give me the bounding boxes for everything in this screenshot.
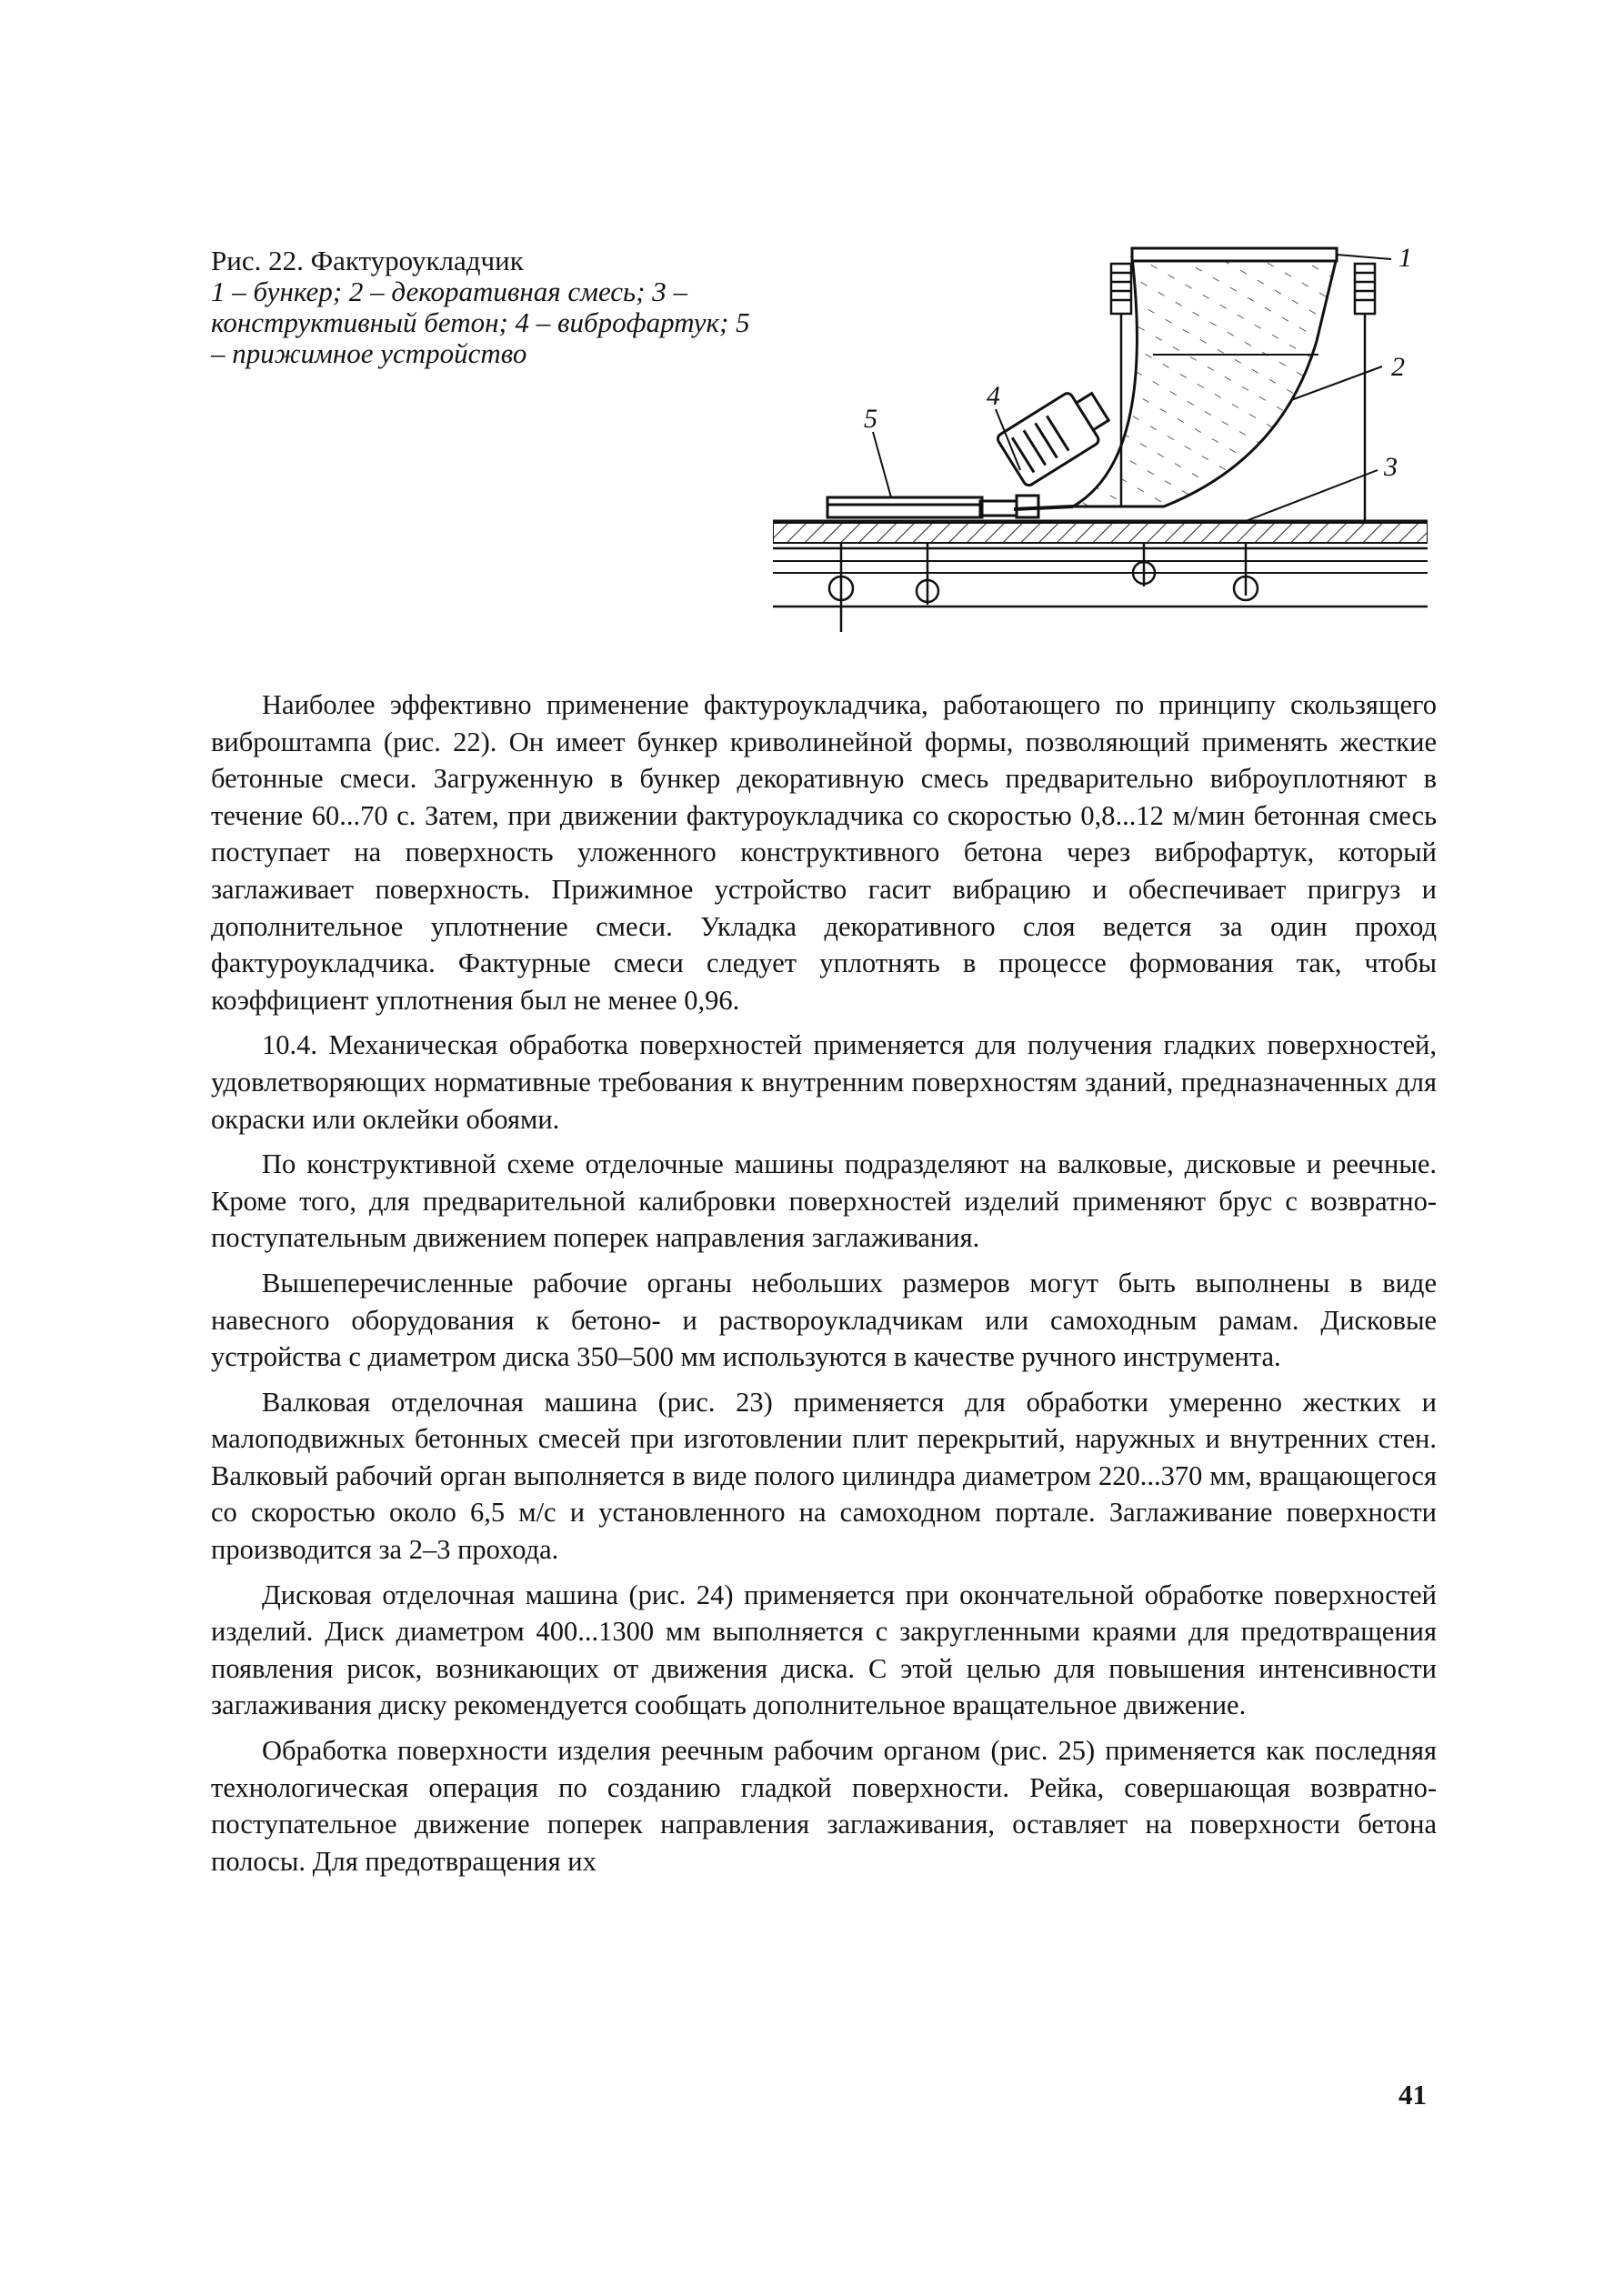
callout-3: 3 <box>1384 452 1398 482</box>
figure-caption-title: Рис. 22. Фактуроукладчик <box>211 245 524 276</box>
callout-5: 5 <box>864 404 877 434</box>
callout-4: 4 <box>987 381 1000 411</box>
paragraph-2: 10.4. Механическая обработка поверхностей применяется для получения гладких поверхностей, удовлетворяющих нормативные требования к внутренним поверхностям зданий, предназначенных для окраски или оклейки обоями. <box>211 1029 1437 1135</box>
figure-caption <box>211 246 766 369</box>
callout-1: 1 <box>1398 243 1412 273</box>
paragraph-6: Дисковая отделочная машина (рис. 24) применяется при окончательной обработке поверхностей изделий. Диск диаметром 400...1300 мм выполняется с закругленными краями для предотвращения появления рисок, возникающих от движения диска. С этой целью для повышения интенсивности заглаживания диску рекомендуется сообщать дополнительное вращательное движение. <box>211 1579 1437 1721</box>
pressure-device <box>827 496 1038 517</box>
figure-caption-legend: 1 – бункер; 2 – декоративная смесь; 3 – конструктивный бетон; 4 – виброфартук; 5 – прижимное устройство <box>211 276 750 369</box>
callout-2: 2 <box>1391 352 1405 382</box>
body-text <box>211 687 1437 1888</box>
rail-track <box>773 521 1428 607</box>
figure-texture-layer-machine <box>773 232 1428 650</box>
paragraph-1: Наиболее эффективно применение фактуроукладчика, работающего по принципу скользящего виброштампа (рис. 22). Он имеет бункер криволинейной формы, позволяющий применять жесткие бетонные смеси. Загруженную в бункер декоративную смесь предварительно виброуплотняют в течение 60...70 с. Затем, при движении фактуроукладчика со скоростью 0,8...12 м/мин бетонная смесь поступает на поверхность уложенного конструктивного бетона через виброфартук, который заглаживает поверхность. Прижимное устройство гасит вибрацию и обеспечивает пригруз и дополнительное уплотнение смеси. Укладка декоративного слоя ведется за один проход фактуроукладчика. Фактурные смеси следует уплотнять в процессе формования так, чтобы коэффициент уплотнения был не менее 0,96. <box>211 689 1437 1016</box>
paragraph-7: Обработка поверхности изделия реечным рабочим органом (рис. 25) применяется как последняя технологическая операция по созданию гладкой поверхности. Рейка, совершающая возвратно-поступательное движение поперек направления заглаживания, оставляет на поверхности бетона полосы. Для предотвращения их <box>211 1735 1437 1877</box>
paragraph-3: По конструктивной схеме отделочные машины подразделяют на валковые, дисковые и реечные. Кроме того, для предварительной калибровки поверхностей изделий применяют брус с возвратно-поступательным движением поперек направления заглаживания. <box>211 1148 1437 1254</box>
page-number: 41 <box>1398 2079 1427 2111</box>
hopper <box>1073 248 1337 506</box>
machine-diagram <box>773 232 1428 650</box>
wheel-group <box>829 543 1258 632</box>
paragraph-4: Вышеперечисленные рабочие органы небольших размеров могут быть выполнены в виде навесного оборудования к бетоно- и растворoукладчикам или самоходным рамам. Дисковые устройства с диаметром диска 350–500 мм используются в качестве ручного инструмента. <box>211 1267 1437 1373</box>
paragraph-5: Валковая отделочная машина (рис. 23) применяется для обработки умеренно жестких и малоподвижных бетонных смесей при изготовлении плит перекрытий, наружных и внутренних стен. Валковый рабочий орган выполняется в виде полого цилиндра диаметром 220...370 мм, вращающегося со скоростью около 6,5 м/с и установленного на самоходном портале. Заглаживание поверхности производится за 2–3 прохода. <box>211 1386 1437 1566</box>
